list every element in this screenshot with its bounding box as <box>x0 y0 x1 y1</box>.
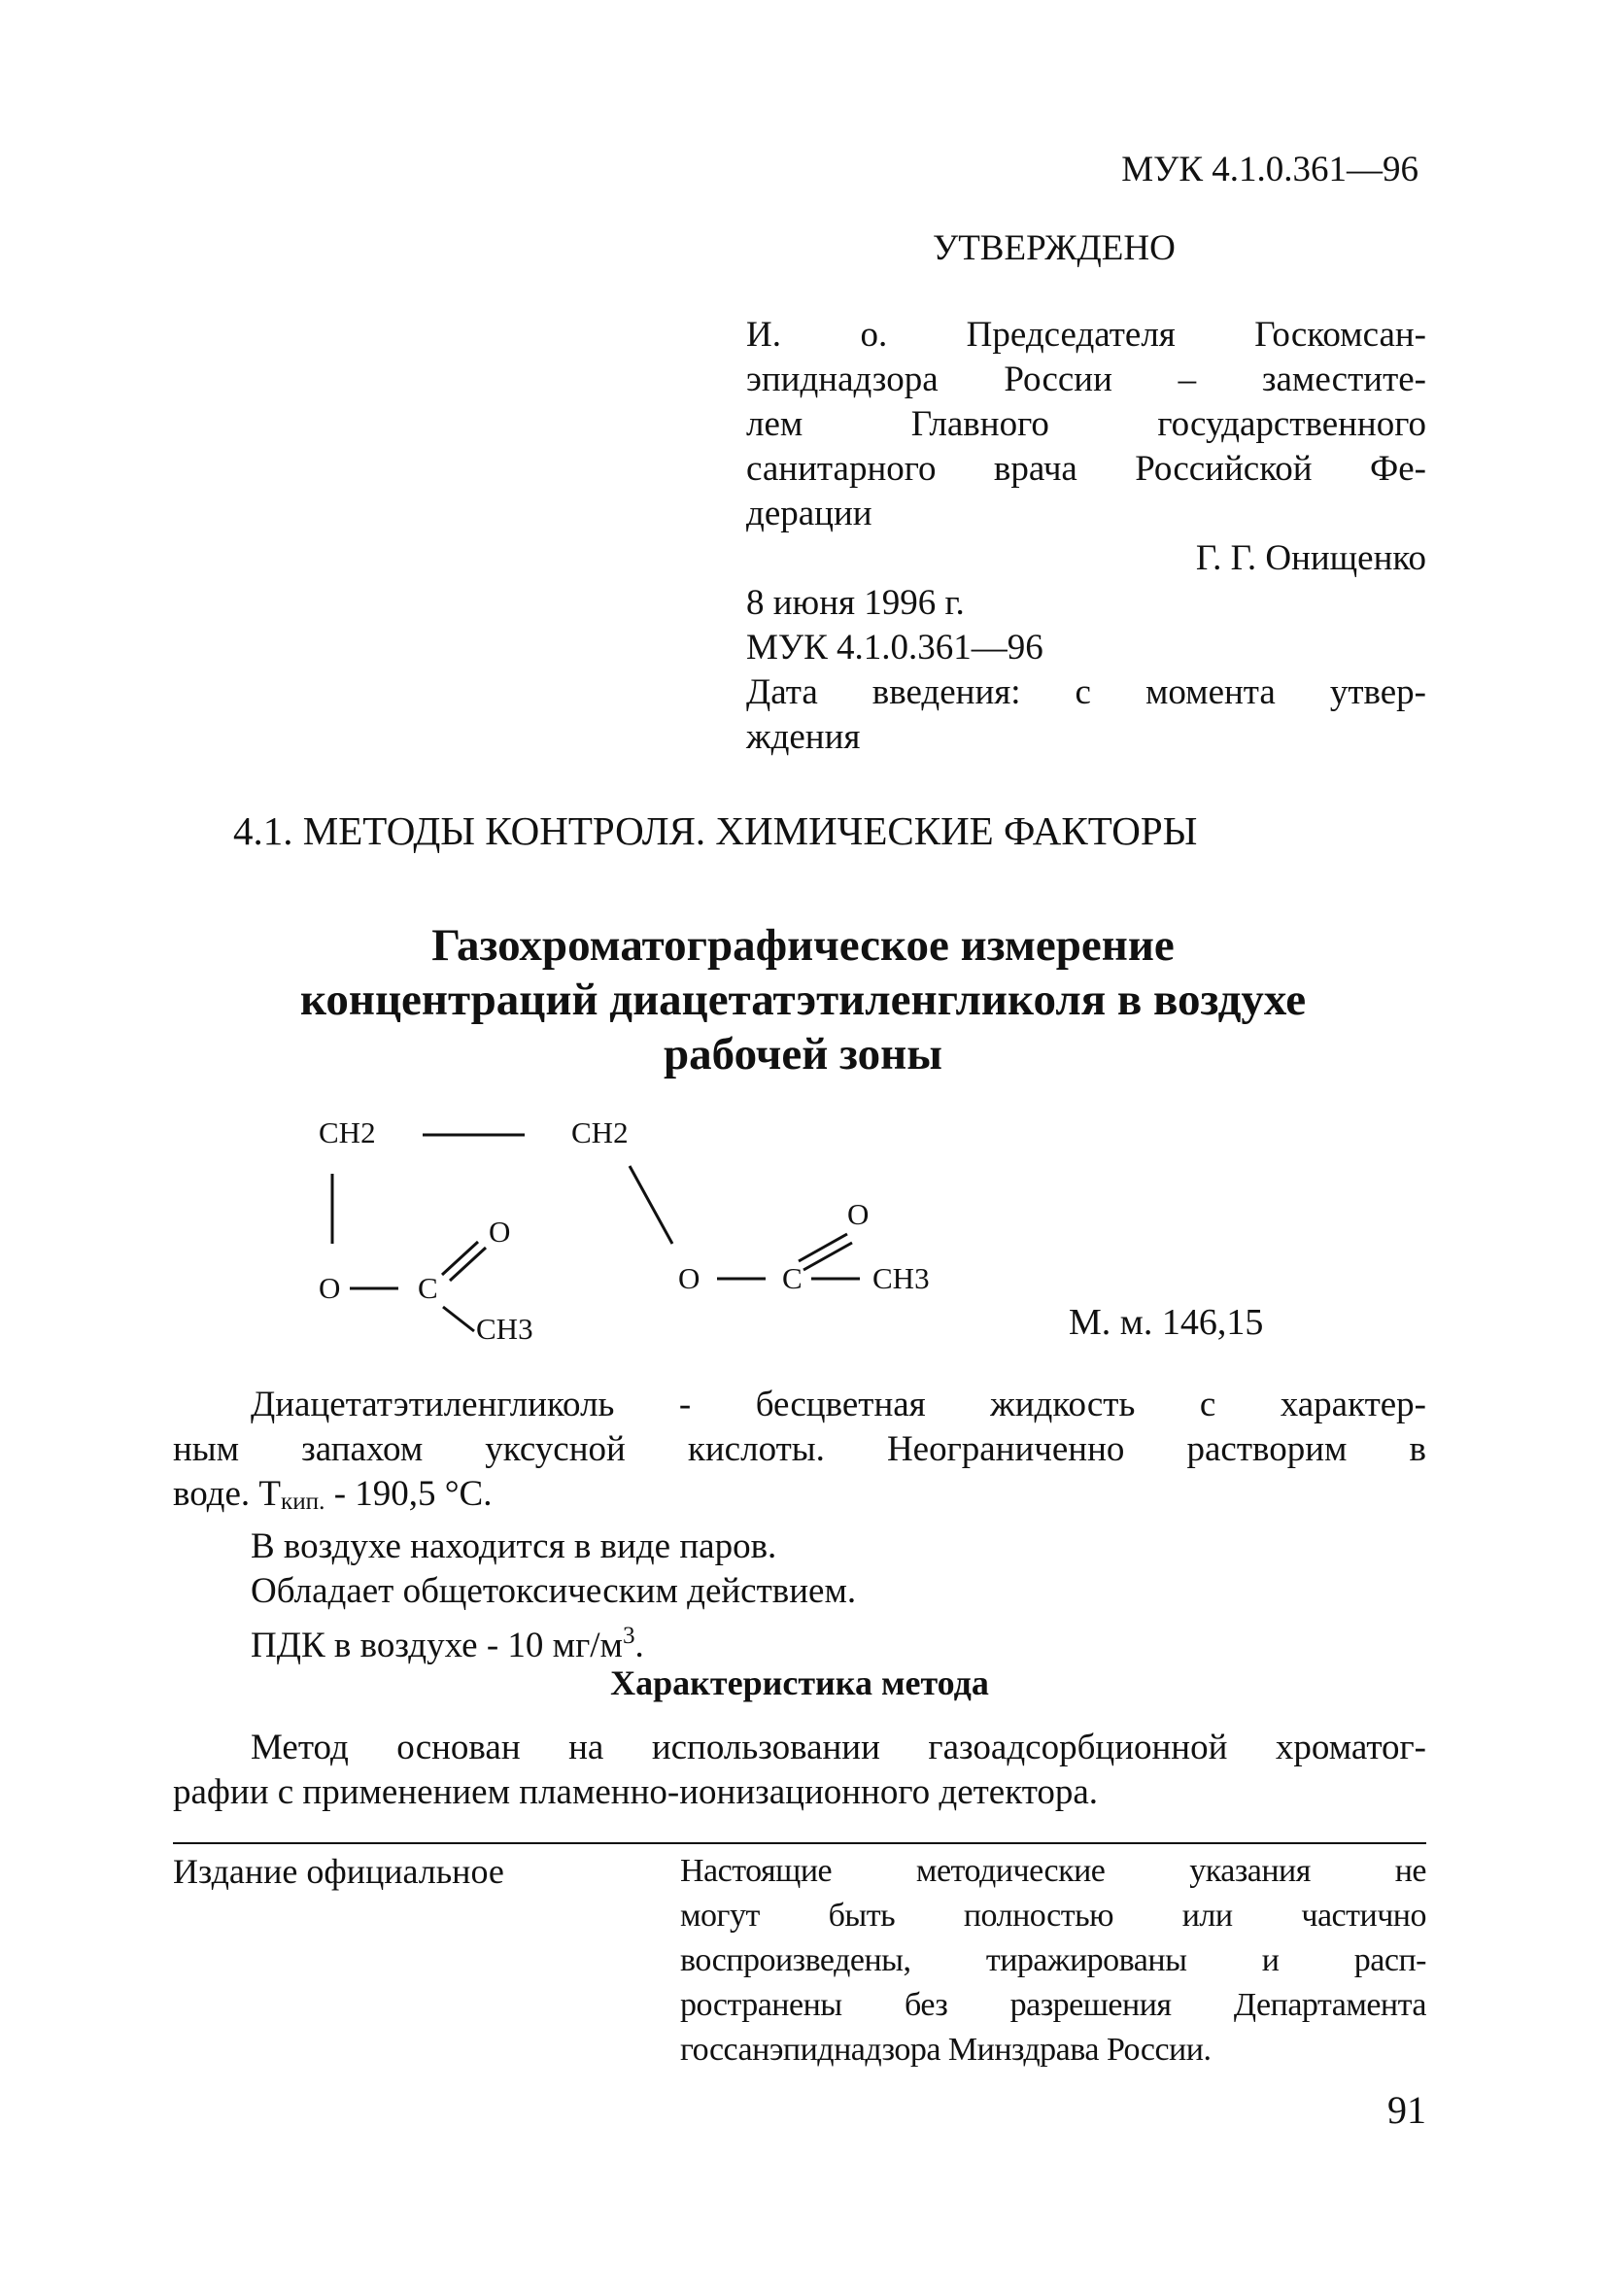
formula-c-right: C <box>782 1261 803 1295</box>
notice-line: ространены без разрешения Департамента <box>680 1987 1426 2023</box>
method-heading: Характеристика метода <box>610 1663 989 1702</box>
approval-line: лем Главного государственного <box>746 404 1426 444</box>
approved-label: УТВЕРЖДЕНО <box>933 228 1176 268</box>
formula-o-ring: O <box>319 1271 341 1305</box>
footer-rule <box>173 1842 1426 1844</box>
description-line: Обладает общетоксическим действием. <box>251 1570 857 1611</box>
approval-line: эпиднадзора России – заместите- <box>746 360 1426 399</box>
approval-date: 8 июня 1996 г. <box>746 583 965 623</box>
reproduction-notice <box>680 1849 1426 2073</box>
description-block <box>173 1383 1426 1668</box>
method-line: Метод основан на использовании газоадсорбционной хроматог- <box>251 1728 1426 1767</box>
approval-line: дерации <box>746 494 872 533</box>
structural-formula <box>291 1108 1069 1360</box>
notice-line: могут быть полностью или частично <box>680 1898 1426 1934</box>
approval-line: И. о. Председателя Госкомсан- <box>746 315 1426 355</box>
notice-line: Настоящие методические указания не <box>680 1853 1426 1889</box>
description-line: Диацетатэтиленгликоль - бесцветная жидкость с характер- <box>251 1385 1426 1424</box>
title-line: концентраций диацетатэтиленгликоля в воздухе <box>299 975 1307 1025</box>
description-line: В воздухе находится в виде паров. <box>251 1525 777 1566</box>
boiling-point-line: воде. Ткип. - 190,5 °С. <box>173 1474 493 1515</box>
intro-date-line: Дата введения: с момента утвер- <box>746 672 1426 712</box>
document-title <box>146 918 1460 1081</box>
signatory-name: Г. Г. Онищенко <box>1195 538 1426 578</box>
formula-o-left: O <box>489 1215 511 1249</box>
formula-o-bridge: O <box>678 1261 700 1295</box>
method-paragraph <box>173 1726 1426 1815</box>
notice-line: госсанэпиднадзора Минздрава России. <box>680 2032 1212 2068</box>
formula-ch2-left: CH2 <box>319 1115 376 1149</box>
formula-ch2-right: CH2 <box>571 1115 629 1149</box>
title-line: Газохроматографическое измерение <box>431 920 1175 971</box>
document-code-repeat: МУК 4.1.0.361—96 <box>746 628 1043 668</box>
page-number: 91 <box>1387 2088 1426 2132</box>
double-bond-right-b <box>803 1243 852 1270</box>
pdk-line: ПДК в воздухе - 10 $мг/м^3$. <box>251 1622 644 1665</box>
method-line: рафии с применением пламенно-ионизационного детектора. <box>173 1772 1099 1812</box>
approval-block <box>746 313 1426 760</box>
formula-c-left: C <box>418 1271 438 1305</box>
molar-mass: М. м. 146,15 <box>1069 1302 1264 1343</box>
bond-ch2-o-diagonal <box>630 1166 672 1244</box>
edition-label: Издание официальное <box>173 1852 504 1891</box>
title-line: рабочей зоны <box>664 1029 942 1079</box>
formula-o-right: O <box>847 1197 870 1231</box>
section-heading: 4.1. МЕТОДЫ КОНТРОЛЯ. ХИМИЧЕСКИЕ ФАКТОРЫ <box>233 808 1198 853</box>
notice-line: воспроизведены, тиражированы и расп- <box>680 1942 1426 1978</box>
intro-date-line: ждения <box>746 717 861 757</box>
approval-line: санитарного врача Российской Фе- <box>746 449 1426 489</box>
formula-ch3-right: CH3 <box>872 1261 930 1295</box>
formula-ch3-left: CH3 <box>476 1312 533 1346</box>
double-bond-right-a <box>799 1234 847 1261</box>
bond-c-ch3-left <box>443 1307 474 1331</box>
description-line: ным запахом уксусной кислоты. Неограниченно растворим в <box>173 1429 1426 1469</box>
document-code: МУК 4.1.0.361—96 <box>1121 150 1418 189</box>
